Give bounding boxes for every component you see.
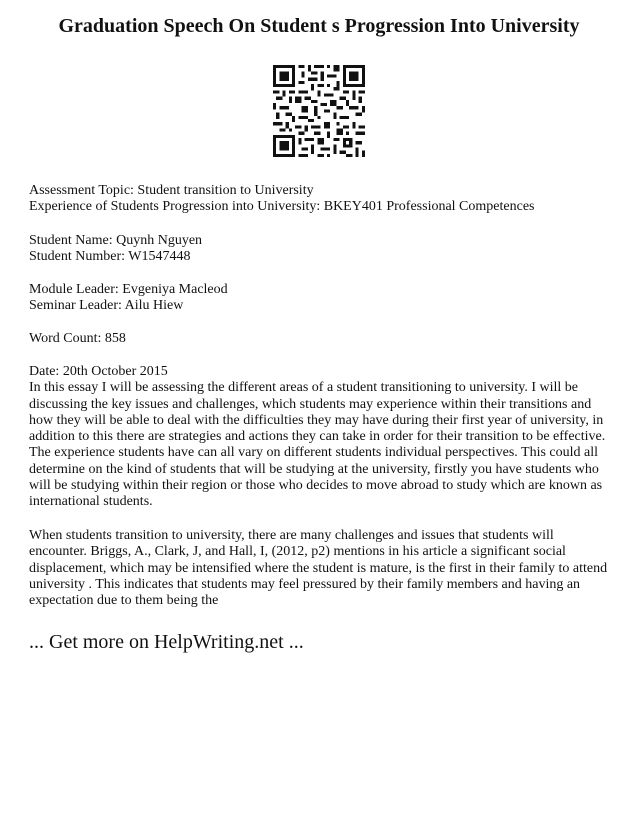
body-paragraph-2: When students transition to university, there are many challenges and issues that students will encounter. Briggs, A., Clark, J, and Hall, I, (2012, p2) mentions in his article a significant social displacement, which may be intensified where the student is mature, is the first in their family to attend university . This indicates that students may feel pressured by their family members and having an expectation due to them being the bbox=[29, 528, 608, 609]
seminar-leader: Seminar Leader: Ailu Hiew bbox=[29, 298, 184, 314]
word-count: Word Count: 858 bbox=[29, 331, 126, 346]
student-number: Student Number: W1547448 bbox=[29, 249, 191, 265]
body-paragraph-1: In this essay I will be assessing the different areas of a student transitioning to university. I will be discussing the key issues and challenges, which students may experience within their transitions and how they will be able to deal with the difficulties they may have during their first year of university, in addition to this there are strategies and actions they can take in order for their transition to be effective. The experience students have can all vary on different students individual perspectives. This could all determine on the kind of students that will be studying at the university, firstly you have students who will be studying within their region or those who decides to move abroad to study which are known as international students. bbox=[29, 380, 606, 510]
document-date: Date: 20th October 2015 bbox=[29, 364, 168, 379]
assessment-topic: Assessment Topic: Student transition to University bbox=[29, 183, 314, 198]
word-count-info bbox=[29, 331, 614, 347]
student-info bbox=[29, 233, 614, 266]
assessment-info bbox=[29, 183, 614, 216]
intro-section bbox=[29, 364, 614, 511]
leader-info bbox=[29, 282, 614, 315]
get-more-link[interactable]: ... Get more on HelpWriting.net ... bbox=[29, 631, 304, 653]
student-name: Student Name: Quynh Nguyen bbox=[29, 233, 203, 248]
module-leader: Module Leader: Evgeniya Macleod bbox=[29, 282, 228, 297]
qr-code-icon[interactable] bbox=[273, 65, 365, 157]
document-title: Graduation Speech On Student s Progression Into University bbox=[58, 15, 580, 37]
experience-line: Experience of Students Progression into University: BKEY401 Professional Competences bbox=[29, 199, 535, 215]
body-section bbox=[29, 528, 614, 609]
